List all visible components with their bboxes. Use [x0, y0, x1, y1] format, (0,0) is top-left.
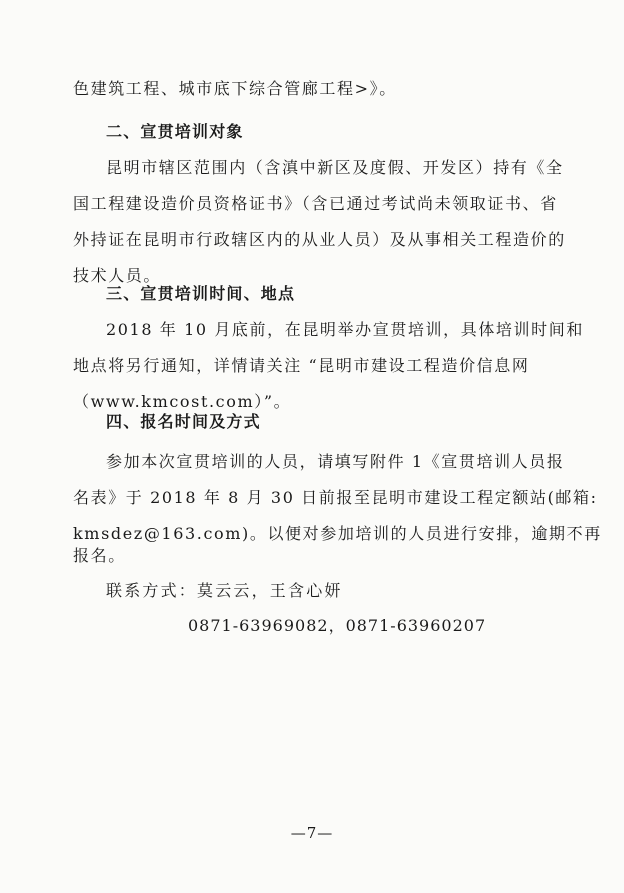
- paragraph-line: 技术人员。: [73, 266, 162, 285]
- paragraph-line: 参加本次宣贯培训的人员，请填写附件 1《宣贯培训人员报: [106, 452, 565, 471]
- page-number: —7—: [290, 824, 334, 842]
- paragraph-line: 名表》于 2018 年 8 月 30 日前报至昆明市建设工程定额站(邮箱:: [73, 488, 598, 507]
- paragraph-line: 地点将另行通知，详情请关注 “昆明市建设工程造价信息网: [73, 356, 530, 375]
- paragraph-line: 报名。: [73, 546, 126, 565]
- paragraph-continuation: 色建筑工程、城市底下综合管廊工程>》。: [73, 79, 397, 98]
- section-heading-time-place: 三、宣贯培训时间、地点: [106, 284, 296, 303]
- paragraph-line: （www.kmcost.com）”。: [73, 392, 292, 411]
- section-heading-training-target: 二、宣贯培训对象: [106, 122, 244, 141]
- paragraph-line: 国工程建设造价员资格证书》（含已通过考试尚未领取证书、省: [73, 194, 558, 213]
- paragraph-line: 2018 年 10 月底前，在昆明举办宣贯培训，具体培训时间和: [106, 320, 584, 339]
- contact-phones: 0871-63969082，0871-63960207: [188, 616, 487, 635]
- section-heading-registration: 四、报名时间及方式: [106, 412, 261, 431]
- paragraph-line: 外持证在昆明市行政辖区内的从业人员）及从事相关工程造价的: [73, 230, 566, 249]
- contact-names: 联系方式：莫云云，王含心妍: [106, 581, 343, 600]
- paragraph-line: 昆明市辖区范围内（含滇中新区及度假、开发区）持有《全: [106, 158, 564, 177]
- paragraph-line: kmsdez@163.com)。以便对参加培训的人员进行安排，逾期不再: [73, 524, 602, 543]
